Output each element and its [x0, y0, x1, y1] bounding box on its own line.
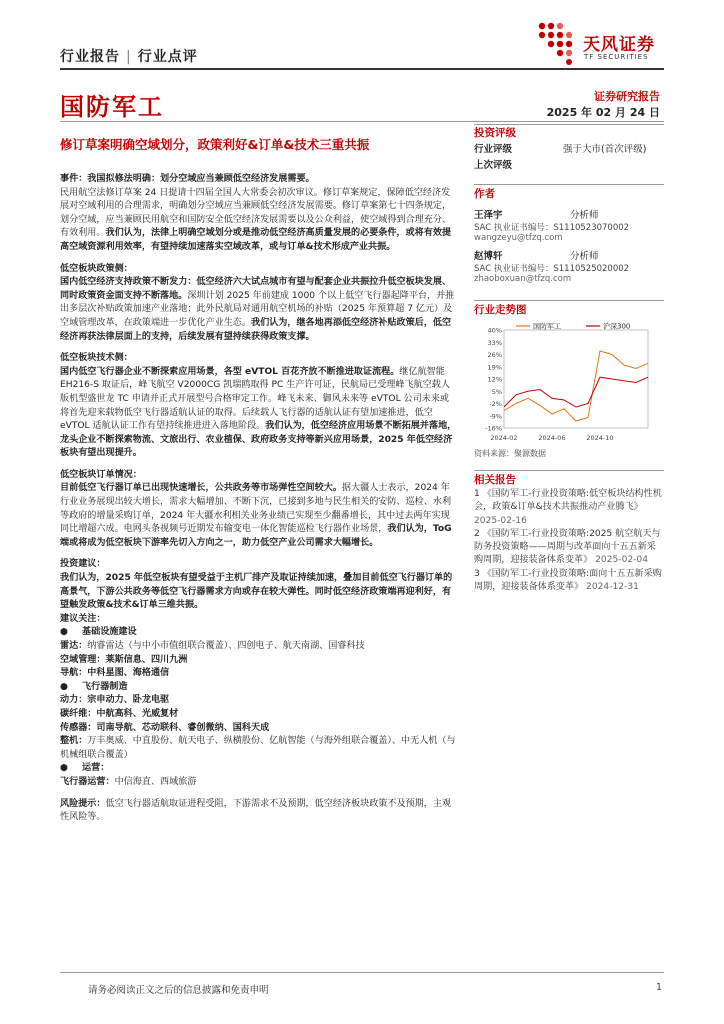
tech-heading: 低空板块技术侧： [60, 353, 133, 364]
category-label: 行业报告 [60, 49, 120, 65]
row-label: 导航： [60, 668, 88, 679]
author-name: 赵博轩 [474, 251, 503, 262]
brand-name: 天风证券 [583, 35, 655, 55]
focus-section-aircraft [60, 681, 458, 695]
row-text: 纳睿雷达（与中小市值组联合覆盖）、四创电子、航天南湖、国睿科技 [87, 641, 365, 651]
author-role: 分析师 [570, 210, 599, 221]
author-sac: SAC 执业证书编号：S1110525020002 [474, 264, 630, 274]
industry-trend-chart [474, 318, 664, 444]
y-tick-label: -16% [485, 424, 502, 433]
author-name: 王泽宇 [474, 210, 503, 221]
author-role: 分析师 [570, 251, 599, 262]
advice-heading: 投资建议： [60, 559, 106, 570]
y-tick-label: -2% [489, 400, 502, 408]
row-label: 传感器： [60, 722, 97, 733]
authors-rule [474, 184, 664, 185]
legend-label: 国防军工 [533, 322, 561, 331]
related-heading: 相关报告 [474, 474, 516, 486]
bullet-icon: ● [60, 763, 68, 774]
x-tick-label: 2024-10 [586, 434, 614, 442]
sector-title: 国防军工 [60, 93, 164, 121]
risk-text: 低空飞行器适航取证进程受阻，下游需求不及预期，低空经济板块政策不及预期，主观性风险等。 [60, 798, 452, 823]
event-text: 民用航空法修订草案 24 日提请十四届全国人大常委会初次审议。修订草案规定，保障低空经济发展对空域利用的合理需求，明确划分空域应当兼顾低空经济发展需要。修订草案第七十四条规定，划分空域，应当兼顾民用航空和国防安全低空经济发展需要以及公众利益，使空域得到合理充分、有效利用。 [60, 187, 452, 239]
x-tick-label: 2024-02 [490, 434, 518, 442]
related-date: 2025-02-16 [474, 515, 527, 526]
risk-label: 风险提示： [60, 798, 106, 809]
related-num: 1 [474, 489, 480, 499]
y-tick-label: -9% [489, 412, 502, 421]
policy-conclusion: 我们认为，继各地再添低空经济补贴政策后，低空经济再获法律层面上的支持，后续发展有望持续获得政策支撑。 [60, 317, 452, 342]
x-tick-label: 2024-06 [538, 434, 566, 442]
section-title: 飞行器制造 [82, 681, 128, 692]
y-tick-label: 5% [491, 387, 502, 396]
y-tick-label: 26% [487, 351, 502, 359]
related-title: 《国防军工-行业投资策略:2025 航空航天与防务投资策略——周期与改革面向十五五新采购周期，迎接装备体系变革》 [474, 528, 661, 566]
advice-text: 我们认为，2025 年低空板块有望受益于主机厂排产及取证持续加速，叠加目前低空飞行器订单的高景气，下游公共政务等低空飞行器需求方向或存在较大弹性。同时低空经济政策端再迎利好，有望触发政策&技术&订单三维共振。 [60, 573, 453, 611]
brand-name-en: TF SECURITIES [584, 53, 649, 61]
subcategory-label: 行业点评 [137, 49, 198, 65]
series-line-defense [504, 351, 648, 421]
tech-conclusion: 我们认为，低空经济应用场景不断拓展并落地，龙头企业不断探索物流、文旅出行、农业植保、政府政务支持等新兴应用场景，2025 年低空经济板块有望出现提升。 [60, 421, 457, 459]
row-text: 中信海直、西域旅游 [114, 776, 197, 787]
row-text: 宗申动力、卧龙电驱 [87, 695, 170, 706]
y-tick-label: 19% [487, 363, 502, 372]
related-reports-list [474, 488, 662, 594]
policy-heading: 低空板块政策侧： [60, 263, 133, 274]
tech-text: 继亿航智能 EH216-S 取证后，峰飞航空 V2000CG 凯瑞鸥取得 PC 生产许可证，民航局已受理峰飞航空载人版机型盛世龙 TC 申请并正式开展型号合格审定工作。峰飞未来、御风未来等 eVTOL 公司未来或将首先迎来载物低空飞行器适航认证的取得。后续载人飞行器的适航认证有望加速推进，低空 eVTOL 适航认证工作有望持续推进进入落地阶段。 [60, 366, 450, 432]
orders-conclusion: 我们认为，ToG 端或将成为低空板块下游率先切入方向之一，助力低空产业公司需求大幅增长。 [60, 524, 452, 548]
policy-text: 深圳计划 2025 年前建成 1000 个以上低空飞行器起降平台，并推出多层次补贴政策加速产业落地；此外民航局对通用航空机场的补贴（2025 年预算超 7 亿元）及空域管理改革，在政策端进一步优化产业生态。 [60, 290, 455, 328]
author-email[interactable]: zhaoboxuan@tfzq.com [474, 274, 572, 284]
related-date: 2025-02-04 [595, 555, 648, 566]
row-label: 飞行器运营： [60, 776, 115, 787]
author-sac: SAC 执业证书编号：S1110523070002 [474, 223, 630, 233]
row-text: 中科星图、海格通信 [87, 668, 170, 679]
bullet-icon: ● [60, 627, 68, 638]
bullet-icon: ● [60, 681, 68, 692]
orders-text: 据大疆人士表示，2024 年行业业务展现出较大增长，需求大幅增加、不断下沉，已接到多地与民生相关的安防、巡检、水利等政府的增量采购订单，2024 年大疆水利相关业务业绩已实现至少翻番增长，其中过去两年实现同比增超六成。电网头条视频号近期发布输变电一体化智能巡检飞行器作业场景， [60, 483, 452, 535]
plot-frame [504, 330, 648, 428]
series-line-csi300 [504, 377, 648, 407]
industry-rating-value: 强于大市(首次评级) [563, 144, 647, 155]
orders-heading: 低空板块订单情况： [60, 469, 142, 480]
header-separator: | [126, 49, 132, 65]
trend-rule [474, 300, 664, 301]
y-tick-label: 33% [487, 338, 502, 347]
trend-heading: 行业走势图 [474, 304, 527, 316]
footer-rule [60, 972, 664, 973]
orders-lead: 目前低空飞行器订单已出现快速增长，公共政务等市场弹性空间较大。 [60, 483, 342, 494]
page-number: 1 [656, 982, 663, 993]
section-title: 运营： [82, 763, 110, 774]
related-title: 《国防军工-行业投资策略:面向十五五新采购周期，迎接装备体系变革》 [474, 568, 662, 593]
advice-focus: 建议关注： [60, 613, 106, 624]
report-type: 证券研究报告 [594, 90, 660, 103]
related-num: 3 [474, 568, 480, 579]
industry-rating-label: 行业评级 [474, 144, 513, 155]
related-rule [474, 470, 664, 471]
row-label: 碳纤维： [60, 708, 97, 719]
report-body [60, 173, 458, 825]
related-num: 2 [474, 528, 480, 539]
y-tick-label: 40% [487, 326, 502, 335]
report-title: 修订草案明确空域划分，政策利好&订单&技术三重共振 [60, 137, 370, 152]
rating-heading: 投资评级 [474, 127, 516, 139]
related-title: 《国防军工-行业投资策略:低空板块结构性机会，政策&订单&技术共振推动产业腾飞》 [474, 489, 662, 513]
header-rule [60, 68, 664, 70]
related-report-item[interactable] [474, 488, 662, 528]
title-rule [60, 121, 664, 122]
report-date: 2025 年 02 月 24 日 [546, 106, 660, 119]
related-date: 2024-12-31 [586, 582, 639, 593]
event-conclusion: 我们认为，法律上明确空域划分或是推动低空经济高质量发展的必要条件，或将有效提高空域资源利用效率，有望持续加速落实空域改革，或与订单&技术形成产业共振。 [60, 228, 452, 252]
row-text: 司南导航、芯动联科、睿创微纳、国科天成 [96, 722, 270, 733]
row-text: 万丰奥威、中直股份、航天电子、纵横股份、亿航智能（与海外组联合覆盖）、中无人机（与机械组联合覆盖） [60, 736, 456, 760]
focus-section-infra [60, 626, 458, 640]
event-label: 事件：我国拟修法明确：划分空域应当兼顾低空经济发展需要。 [60, 174, 315, 184]
related-report-item[interactable] [474, 528, 662, 568]
chart-source: 资料来源：聚源数据 [474, 449, 546, 458]
authors-heading: 作者 [474, 188, 495, 200]
row-label: 空域管理： [60, 654, 106, 665]
row-label: 雷达： [60, 641, 88, 651]
focus-section-ops [60, 762, 458, 776]
author-email[interactable]: wangzeyu@tfzq.com [474, 233, 563, 243]
row-text: 中航高科、光威复材 [96, 708, 179, 719]
related-report-item[interactable] [474, 568, 662, 595]
report-category [60, 46, 198, 66]
y-tick-label: 12% [487, 375, 502, 384]
tech-lead: 国内低空飞行器企业不断探索应用场景，各型 eVTOL 百花齐放不断推进取证流程。 [60, 366, 400, 377]
footer-disclaimer: 请务必阅读正文之后的信息披露和免责申明 [88, 985, 269, 996]
previous-rating-label: 上次评级 [474, 160, 513, 171]
row-text: 莱斯信息、四川九洲 [105, 654, 188, 665]
row-label: 整机： [60, 736, 88, 747]
tf-logo-icon [532, 18, 580, 66]
legend-label: 沪深300 [603, 322, 631, 331]
row-label: 动力： [60, 695, 88, 706]
section-title: 基础设施建设 [82, 627, 137, 638]
policy-lead: 国内低空经济支持政策不断发力：低空经济六大试点城市有望与配套企业共振拉升低空板块发展、同时政策资金面支持不断落地。 [60, 277, 452, 301]
